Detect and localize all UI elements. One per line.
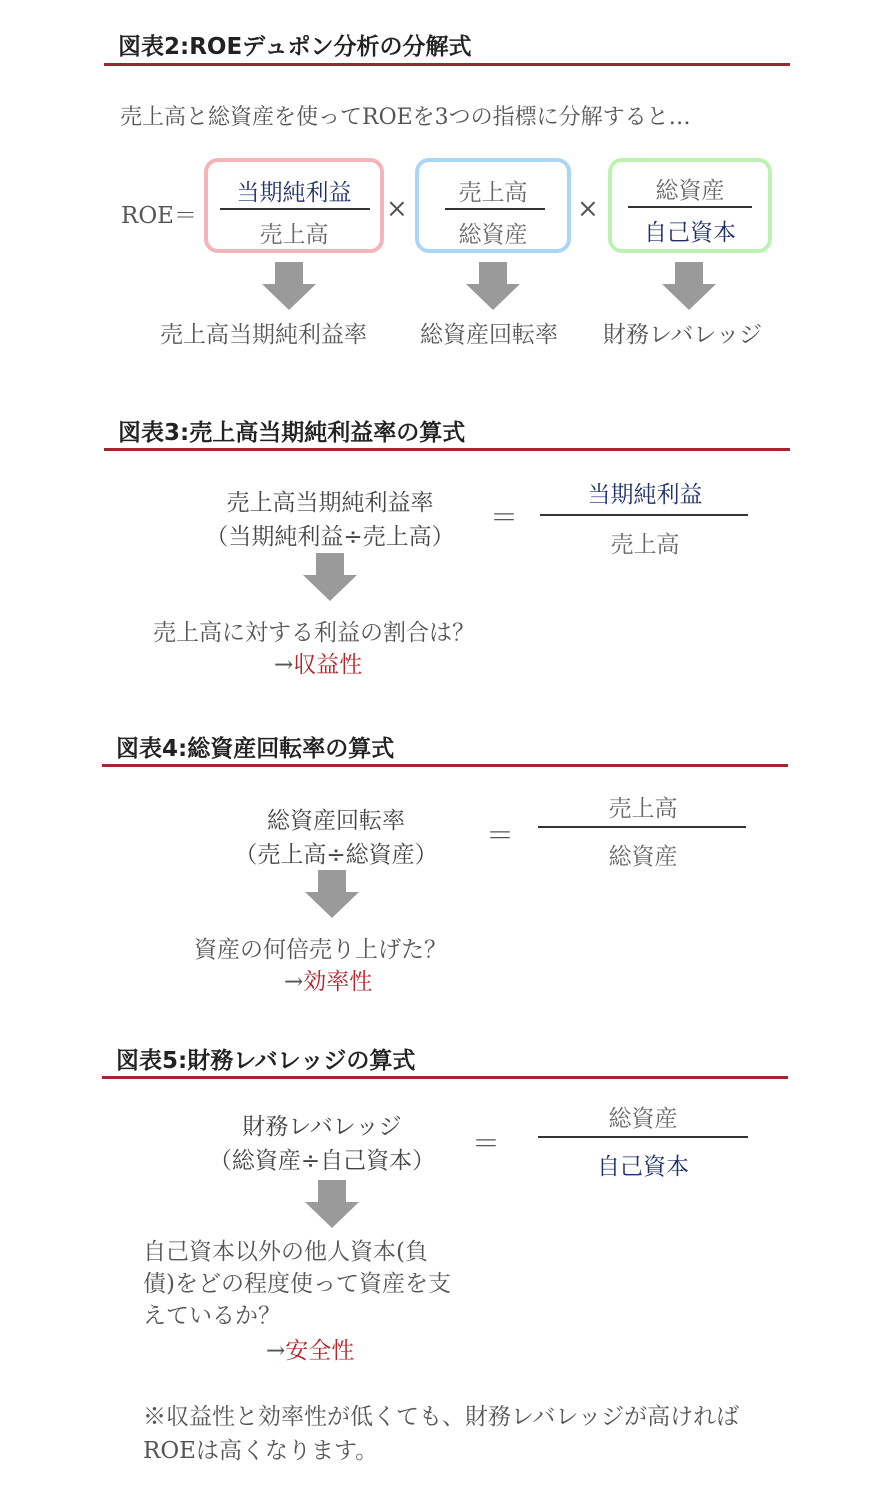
fig5-title: 図表5:財務レバレッジの算式 [116, 1048, 416, 1074]
fig2-intro: 売上高と総資産を使ってROEを3つの指標に分解すると… [120, 105, 691, 130]
ratio-asset-turnover: 総資産回転率 [420, 322, 558, 348]
box3-fraction-bar [628, 206, 752, 208]
fig4-numerator: 売上高 [608, 796, 678, 822]
down-arrow-icon [305, 870, 359, 918]
box3-numerator: 総資産 [655, 178, 725, 204]
asset-turnover-box [415, 158, 571, 253]
right-arrow-icon: → [266, 1338, 286, 1364]
down-arrow-icon [466, 262, 520, 310]
fig2-rule [104, 63, 790, 66]
fig3-title: 図表3:売上高当期純利益率の算式 [118, 420, 466, 446]
fig3-answer: 収益性 [293, 652, 363, 678]
fig3-formula: （当期純利益÷売上高） [205, 524, 455, 550]
fig4-fraction-bar [538, 826, 746, 828]
down-arrow-icon [262, 262, 316, 310]
fig3-equals: ＝ [490, 501, 519, 534]
footnote-line: ROEは高くなります。 [143, 1438, 379, 1464]
fig3-question: 売上高に対する利益の割合は？ [153, 620, 475, 646]
fig5-equals: ＝ [472, 1127, 501, 1160]
down-arrow-icon [662, 262, 716, 310]
fig4-answer-line [284, 963, 372, 996]
roe-label: ROE＝ [121, 203, 197, 229]
fig5-numerator: 総資産 [608, 1106, 678, 1132]
footnote [143, 1400, 739, 1468]
times-sign-1: × [386, 194, 408, 224]
fig5-fraction-bar [538, 1136, 748, 1138]
ratio-leverage: 財務レバレッジ [603, 322, 763, 348]
fig2-title: 図表2:ROEデュポン分析の分解式 [118, 34, 472, 60]
fig4-equals: ＝ [486, 819, 515, 852]
box2-numerator: 売上高 [458, 180, 528, 206]
times-sign-2: × [577, 194, 599, 224]
fig3-name: 売上高当期純利益率 [226, 490, 434, 516]
right-arrow-icon: → [284, 969, 304, 995]
footnote-line: ※収益性と効率性が低くても、財務レバレッジが高ければ [143, 1404, 740, 1430]
box1-numerator: 当期純利益 [236, 180, 352, 206]
fig5-denominator: 自己資本 [597, 1154, 689, 1180]
box2-denominator: 総資産 [458, 222, 528, 248]
fig5-question-line: 債)をどの程度使って資産を支 [143, 1271, 451, 1297]
fig5-answer-line [266, 1332, 354, 1365]
fig4-formula: （売上高÷総資産） [234, 842, 438, 868]
fig5-rule [102, 1076, 788, 1079]
fig5-question-line: えているか？ [143, 1303, 281, 1329]
right-arrow-icon: → [274, 652, 294, 678]
fig3-rule [104, 448, 790, 451]
box1-fraction-bar [220, 208, 370, 210]
fig5-answer: 安全性 [285, 1338, 355, 1364]
fig4-rule [102, 764, 788, 767]
box1-denominator: 売上高 [259, 222, 329, 248]
down-arrow-icon [303, 553, 357, 601]
fig5-name: 財務レバレッジ [242, 1114, 402, 1140]
net-margin-box [204, 158, 384, 253]
fig3-numerator: 当期純利益 [587, 482, 703, 508]
leverage-box [608, 158, 772, 253]
box2-fraction-bar [445, 208, 545, 210]
fig3-fraction-bar [540, 514, 748, 516]
fig4-answer: 効率性 [303, 969, 373, 995]
fig5-formula: （総資産÷自己資本） [208, 1148, 436, 1174]
fig3-answer-line [274, 646, 362, 679]
down-arrow-icon [305, 1180, 359, 1228]
fig5-question-line: 自己資本以外の他人資本(負 [143, 1239, 428, 1265]
box3-denominator: 自己資本 [644, 220, 736, 246]
fig5-question [143, 1236, 451, 1332]
fig4-title: 図表4:総資産回転率の算式 [116, 736, 395, 762]
fig3-denominator: 売上高 [610, 532, 680, 558]
fig4-name: 総資産回転率 [267, 808, 405, 834]
ratio-net-margin: 売上高当期純利益率 [160, 322, 367, 348]
fig4-denominator: 総資産 [608, 844, 678, 870]
fig4-question: 資産の何倍売り上げた？ [194, 937, 447, 963]
